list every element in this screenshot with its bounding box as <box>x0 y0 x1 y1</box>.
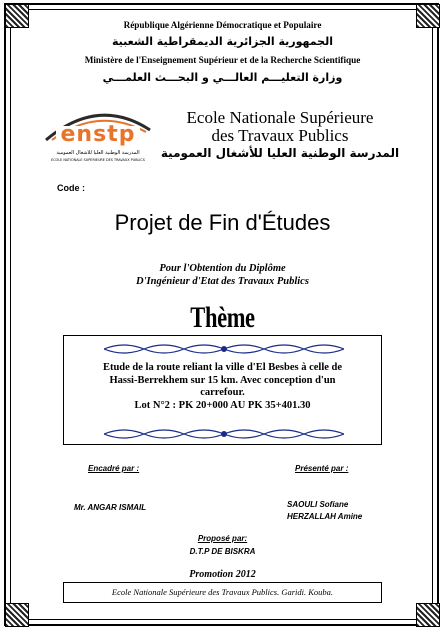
theme-text-line1: Etude de la route reliant la ville d'El Besbes à celle de <box>102 362 343 373</box>
footer-text: Ecole Nationale Supérieure des Travaux Publics. Garidi. Kouba. <box>111 587 334 597</box>
school-name-line1: Ecole Nationale Supérieure <box>186 108 374 127</box>
subtitle-line2: D'Ingénieur d'Etat des Travaux Publics <box>136 276 309 287</box>
code-label: Code : <box>57 183 85 193</box>
footer-box <box>63 582 382 603</box>
ministry-fr: Ministère de l'Enseignement Supérieur et de la Recherche Scientifique <box>84 55 361 65</box>
theme-heading: Thème <box>190 301 255 334</box>
subtitle-line1: Pour l'Obtention du Diplôme <box>159 263 286 274</box>
republic-fr: République Algérienne Démocratique et Populaire <box>123 20 322 30</box>
school-logo <box>38 100 158 168</box>
corner-ornament-bottom-left <box>5 603 29 627</box>
supervised-label: Encadré par : <box>88 464 140 473</box>
promotion: Promotion 2012 <box>189 569 256 580</box>
school-name-line2: des Travaux Publics <box>211 126 349 145</box>
theme-text-line3: carrefour. <box>200 387 245 398</box>
ornament-top-icon <box>104 341 344 357</box>
student1-name: SAOULI Sofiane <box>287 500 349 509</box>
student2-name: HERZALLAH Amine <box>287 512 363 521</box>
logo-caption-ar: المدرسة الوطنية العليا للأشغال العمومية <box>56 150 140 156</box>
supervisor-name: Mr. ANGAR ISMAIL <box>74 503 147 512</box>
document-title: Projet de Fin d'Études <box>114 210 331 235</box>
presented-label: Présenté par : <box>295 464 349 473</box>
theme-text-line2: Hassi-Berrekhem sur 15 km. Avec conception d'un <box>109 374 336 386</box>
republic-ar: الجمهورية الجزائرية الديمقراطية الشعبية <box>112 35 333 48</box>
school-name-ar: المدرسة الوطنية العليا للأشغال العمومية <box>160 146 400 160</box>
proposer-name: D.T.P DE BISKRA <box>189 547 256 556</box>
ministry-ar: وزارة التعليـــم العالـــي و البحـــث العلمـــي <box>102 71 343 84</box>
ornament-bottom-icon <box>104 426 344 442</box>
corner-ornament-bottom-right <box>416 603 440 627</box>
logo-caption-fr: ECOLE NATIONALE SUPERIEURE DES TRAVAUX PUBLICS <box>51 158 145 162</box>
proposed-label: Proposé par: <box>197 534 248 543</box>
logo-wordmark: enstp <box>60 122 136 147</box>
theme-text-line4: Lot N°2 : PK 20+000 AU PK 35+401.30 <box>134 399 311 411</box>
theme-text <box>70 362 375 412</box>
